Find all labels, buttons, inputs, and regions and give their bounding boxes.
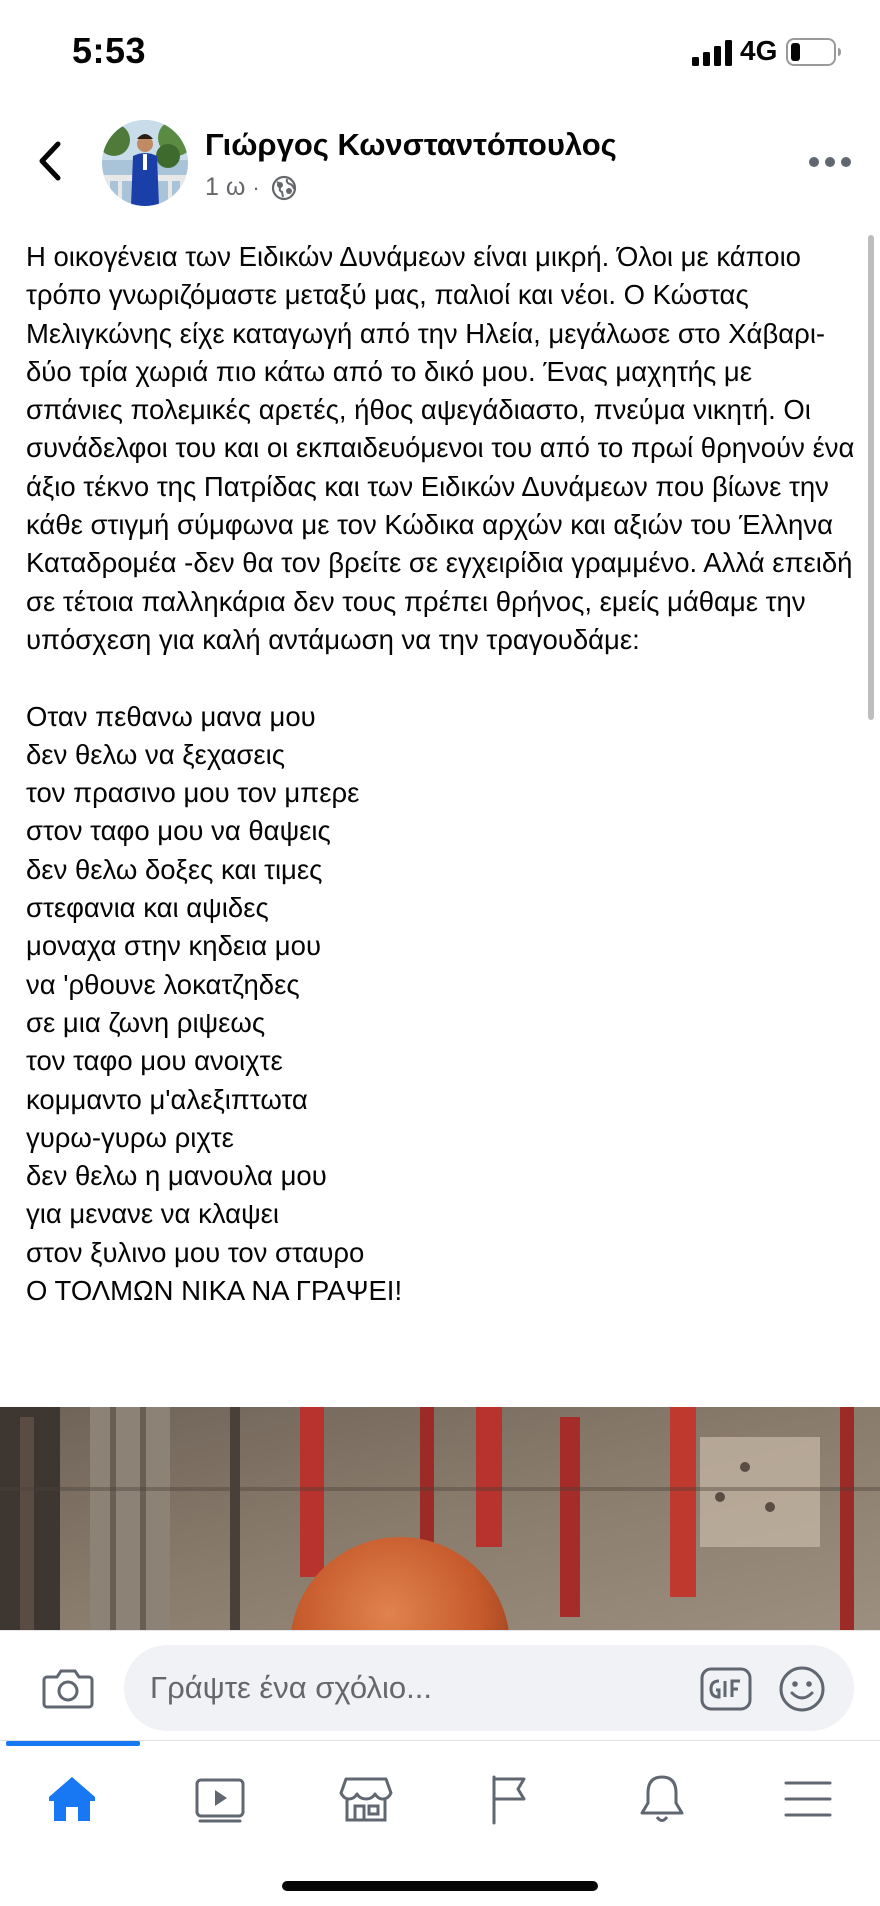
more-options-icon[interactable] — [808, 156, 852, 168]
network-label: 4G — [740, 35, 778, 66]
meta-separator: · — [252, 174, 260, 200]
comment-bar — [0, 1630, 880, 1741]
post-photo[interactable] — [0, 1407, 880, 1630]
status-bar — [0, 0, 880, 105]
nav-pages[interactable] — [462, 1759, 562, 1839]
author-name[interactable]: Γιώργος Κωνσταντόπουλος — [205, 127, 617, 162]
poem-line: για μενανε να κλαψει — [26, 1198, 280, 1230]
poem-line: δεν θελω να ξεχασεις — [26, 738, 286, 770]
home-indicator — [282, 1881, 598, 1891]
poem-line: στον ξυλινο μου τον σταυρο — [26, 1236, 365, 1268]
video-icon — [192, 1771, 248, 1827]
post-paragraph: Η οικογένεια των Ειδικών Δυνάμεων είναι μικρή. Όλοι με κάποιο τρόπο γνωριζόμαστε μεταξύ μας, παλιοί και νέοι. Ο Κώστας Μελιγκώνης είχε καταγωγή από την Ηλεία, μεγάλωσε στο Χάβαρι- δύο τρία χωριά πιο κάτω από το δικό μου. Ένας μαχητής με σπάνιες πολεμικές αρετές, ήθος αψεγάδιαστο, πνεύμα νικητή. Οι συνάδελφοι του και οι εκπαιδευόμενοι του από το πρωί θρηνούν ένα άξιο τέκνο της Πατρίδας και των Ειδικών Δυνάμεων που βίωνε την κάθε στιγμή σύμφωνα με τον Κώδικα αρχών και αξιών του Έλληνα Καταδρομέα -δεν θα τον βρείτε σε εγχειρίδια γραμμένο. Αλλά επειδή σε τέτοια παλληκάρια δεν τους πρέπει θρήνος, εμείς μάθαμε την υπόσχεση για καλή αντάμωση να την τραγουδάμε: — [26, 241, 855, 655]
nav-active-indicator — [6, 1741, 140, 1746]
poem-line: κομμαντο μ'αλεξιπτωτα — [26, 1083, 308, 1115]
pages-flag-icon — [484, 1771, 540, 1827]
poem-line: στεφανια και αψιδες — [26, 892, 269, 924]
emoji-icon[interactable] — [778, 1665, 826, 1713]
gif-icon[interactable] — [700, 1667, 752, 1711]
poem-line: στον ταφο μου να θαψεις — [26, 815, 331, 847]
poem-line: μοναχα στην κηδεια μου — [26, 930, 321, 962]
nav-video[interactable] — [170, 1759, 270, 1839]
post-meta — [205, 173, 297, 202]
nav-marketplace[interactable] — [316, 1759, 416, 1839]
status-time: 5:53 — [72, 30, 147, 71]
notifications-icon — [634, 1771, 690, 1827]
marketplace-icon — [338, 1771, 394, 1827]
poem-line: δεν θελω δοξες και τιμες — [26, 853, 323, 885]
poem-line: τον πρασινο μου τον μπερε — [26, 777, 360, 809]
globe-icon — [271, 175, 297, 201]
home-icon — [44, 1771, 100, 1827]
poem-line: Οταν πεθανω μανα μου — [26, 700, 316, 732]
post-header — [0, 110, 880, 210]
menu-icon — [780, 1771, 836, 1827]
poem-line: να 'ρθουνε λοκατζηδες — [26, 968, 300, 1000]
nav-menu[interactable] — [758, 1759, 858, 1839]
nav-home[interactable] — [22, 1759, 122, 1839]
poem-line: τον ταφο μου ανοιχτε — [26, 1045, 283, 1077]
post-time[interactable]: 1 ω — [205, 173, 246, 201]
scrollbar[interactable] — [868, 235, 874, 720]
poem-line: σε μια ζωνη ριψεως — [26, 1006, 266, 1038]
author-avatar[interactable] — [102, 120, 188, 206]
battery-icon — [786, 38, 842, 66]
nav-notifications[interactable] — [612, 1759, 712, 1839]
poem-line: γυρω-γυρω ριχτε — [26, 1121, 234, 1153]
bottom-nav — [0, 1740, 880, 1906]
poem-line: δεν θελω η μανουλα μου — [26, 1160, 327, 1192]
poem-line: Ο ΤΟΛΜΩΝ ΝΙΚΑ ΝΑ ΓΡΑΨΕΙ! — [26, 1275, 403, 1307]
back-arrow-icon[interactable] — [30, 138, 70, 184]
post-text — [26, 238, 856, 1310]
signal-icon — [692, 40, 736, 66]
camera-icon[interactable] — [42, 1665, 94, 1709]
